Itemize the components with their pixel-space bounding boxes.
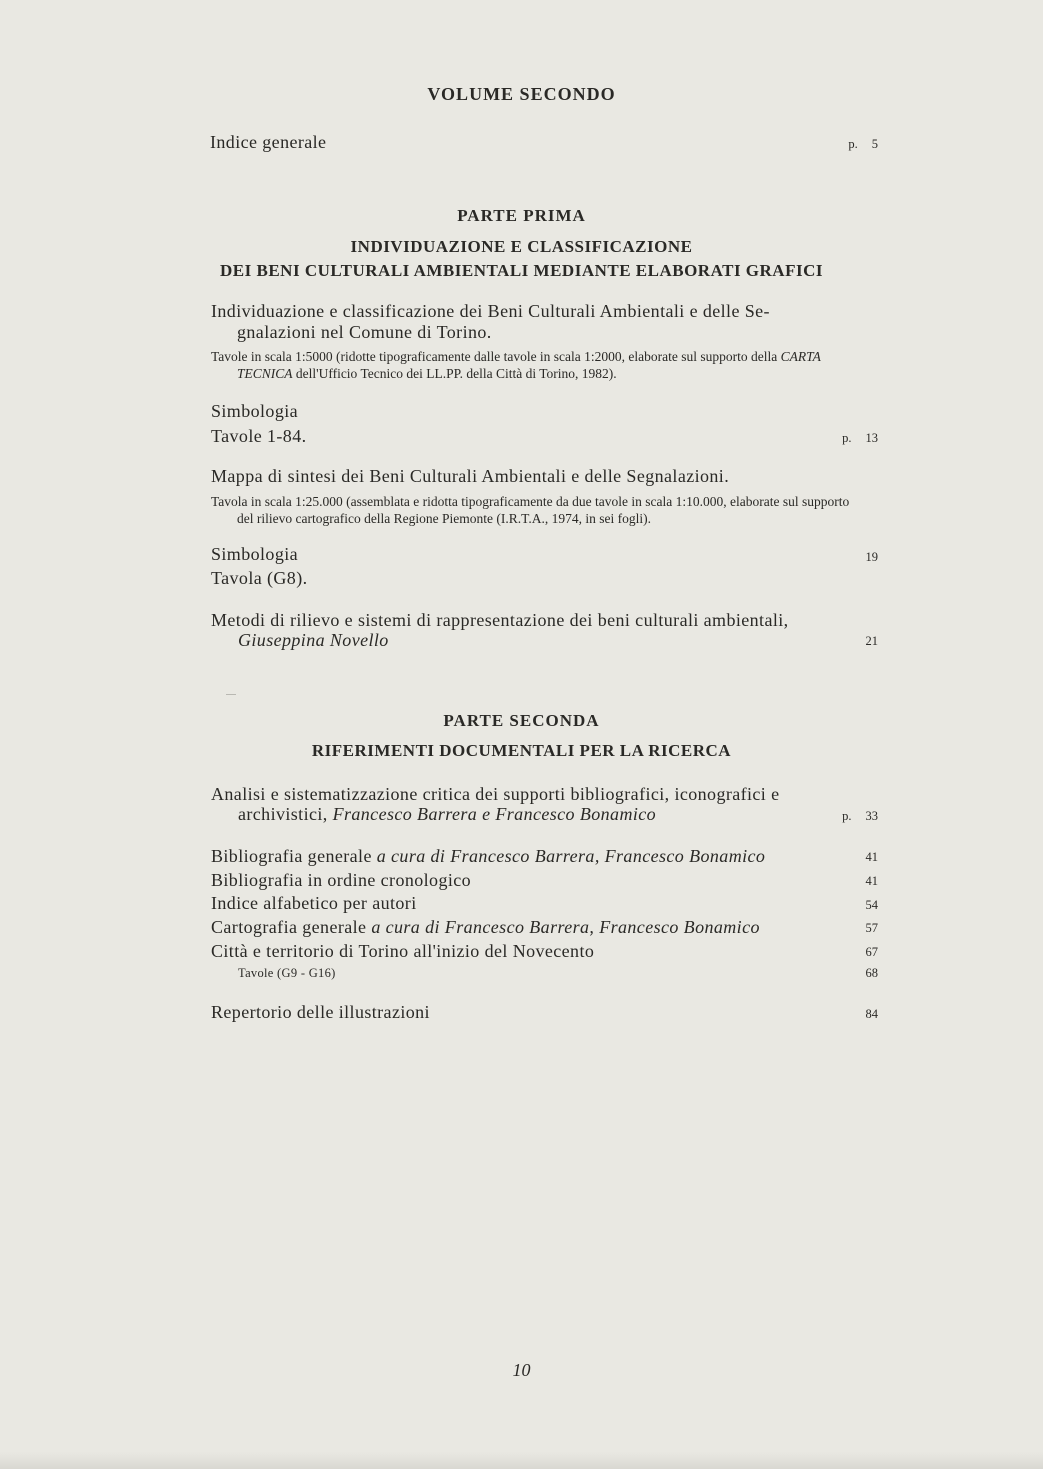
page-folio: 10 bbox=[512, 1360, 531, 1380]
part2-subtitle: RIFERIMENTI DOCUMENTALI PER LA RICERCA bbox=[311, 741, 732, 760]
index-page bbox=[808, 137, 878, 152]
part2-list-page: 41 bbox=[865, 874, 878, 888]
item-text: Città e territorio di Torino all'inizio del Novecento bbox=[211, 941, 595, 961]
page-prefix: p. bbox=[842, 431, 852, 445]
page-number: 13 bbox=[865, 431, 878, 445]
note-text-b: dell'Ufficio Tecnico dei LL.PP. della Città di Torino, 1982). bbox=[292, 366, 617, 381]
part2-list-page: 67 bbox=[865, 945, 878, 959]
line2-text: archivistici, bbox=[238, 804, 333, 824]
part2-list-item bbox=[211, 846, 765, 867]
page-prefix: p. bbox=[848, 137, 858, 151]
part2-list-item bbox=[211, 941, 594, 962]
part1-entry2-tavola: Tavola (G8). bbox=[211, 568, 308, 588]
part1-subtitle-2: DEI BENI CULTURALI AMBIENTALI MEDIANTE ELABORATI GRAFICI bbox=[220, 261, 823, 280]
part1-entry1-line1: Individuazione e classificazione dei Beni Culturali Ambientali e delle Se- bbox=[211, 301, 770, 321]
part1-entry2-line1: Mappa di sintesi dei Beni Culturali Ambientali e delle Segnalazioni. bbox=[211, 466, 730, 486]
note-italic: CARTA TECNICA bbox=[237, 349, 821, 381]
tavole-subentry-page: 68 bbox=[865, 966, 878, 980]
item-text: Bibliografia in ordine cronologico bbox=[211, 870, 472, 890]
volume-heading: VOLUME SECONDO bbox=[427, 84, 616, 104]
part1-entry2-page: 19 bbox=[865, 550, 878, 564]
part1-subtitle-1: INDIVIDUAZIONE E CLASSIFICAZIONE bbox=[350, 237, 693, 256]
part2-list-item bbox=[211, 870, 471, 891]
part2-title: PARTE SECONDA bbox=[443, 711, 600, 730]
part2-entry1-line2 bbox=[238, 804, 656, 825]
repertorio-entry: Repertorio delle illustrazioni bbox=[211, 1002, 430, 1022]
item-text: Bibliografia generale bbox=[211, 846, 377, 866]
part1-entry1-tavole: Tavole 1-84. bbox=[211, 426, 307, 446]
part2-entry1-line1: Analisi e sistematizzazione critica dei supporti bibliografici, iconografici e bbox=[211, 784, 780, 804]
line2-italic: Francesco Barrera e Francesco Bonamico bbox=[332, 804, 657, 824]
part1-entry2-note: Tavola in scala 1:25.000 (assemblata e ridotta tipograficamente da due tavole in scala 1:10.000, elaborate sul supporto del rilievo cartografico della Regione Piemonte (I.R.T.A., 1974, in sei fogli). bbox=[211, 494, 850, 526]
part2-list-item bbox=[211, 917, 760, 938]
part1-entry1-page bbox=[808, 431, 878, 446]
part1-entry1-simbologia: Simbologia bbox=[211, 401, 299, 421]
repertorio-page: 84 bbox=[865, 1007, 878, 1021]
part1-title: PARTE PRIMA bbox=[457, 206, 586, 225]
page-number: 5 bbox=[871, 137, 878, 151]
author-italic: Giuseppina Novello bbox=[238, 630, 389, 650]
part1-entry3-line1: Metodi di rilievo e sistemi di rappresentazione dei beni culturali ambientali, bbox=[211, 610, 789, 630]
part2-list-page: 57 bbox=[865, 921, 878, 935]
page-number: 33 bbox=[865, 809, 878, 823]
page-prefix: p. bbox=[842, 809, 852, 823]
part1-entry1-note bbox=[211, 348, 857, 382]
tavole-subentry: Tavole (G9 - G16) bbox=[238, 966, 336, 980]
part2-entry1-page bbox=[808, 809, 878, 824]
item-italic: a cura di Francesco Barrera, Francesco Bonamico bbox=[376, 846, 766, 866]
part1-entry1-line2: gnalazioni nel Comune di Torino. bbox=[237, 322, 492, 342]
stray-mark bbox=[226, 694, 236, 695]
scan-edge bbox=[0, 1452, 1043, 1469]
part1-entry3-author bbox=[238, 630, 389, 651]
note-text-a: Tavole in scala 1:5000 (ridotte tipograficamente dalle tavole in scala 1:2000, elaborate sul supporto della bbox=[211, 349, 781, 364]
part1-entry3-page: 21 bbox=[865, 634, 878, 648]
part2-list-page: 41 bbox=[865, 850, 878, 864]
part2-list-page: 54 bbox=[865, 898, 878, 912]
index-label: Indice generale bbox=[210, 132, 327, 152]
part1-entry2-simbologia: Simbologia bbox=[211, 544, 299, 564]
item-text: Cartografia generale bbox=[211, 917, 372, 937]
item-italic: a cura di Francesco Barrera, Francesco Bonamico bbox=[371, 917, 760, 937]
item-text: Indice alfabetico per autori bbox=[211, 893, 417, 913]
part2-list-item bbox=[211, 893, 417, 914]
